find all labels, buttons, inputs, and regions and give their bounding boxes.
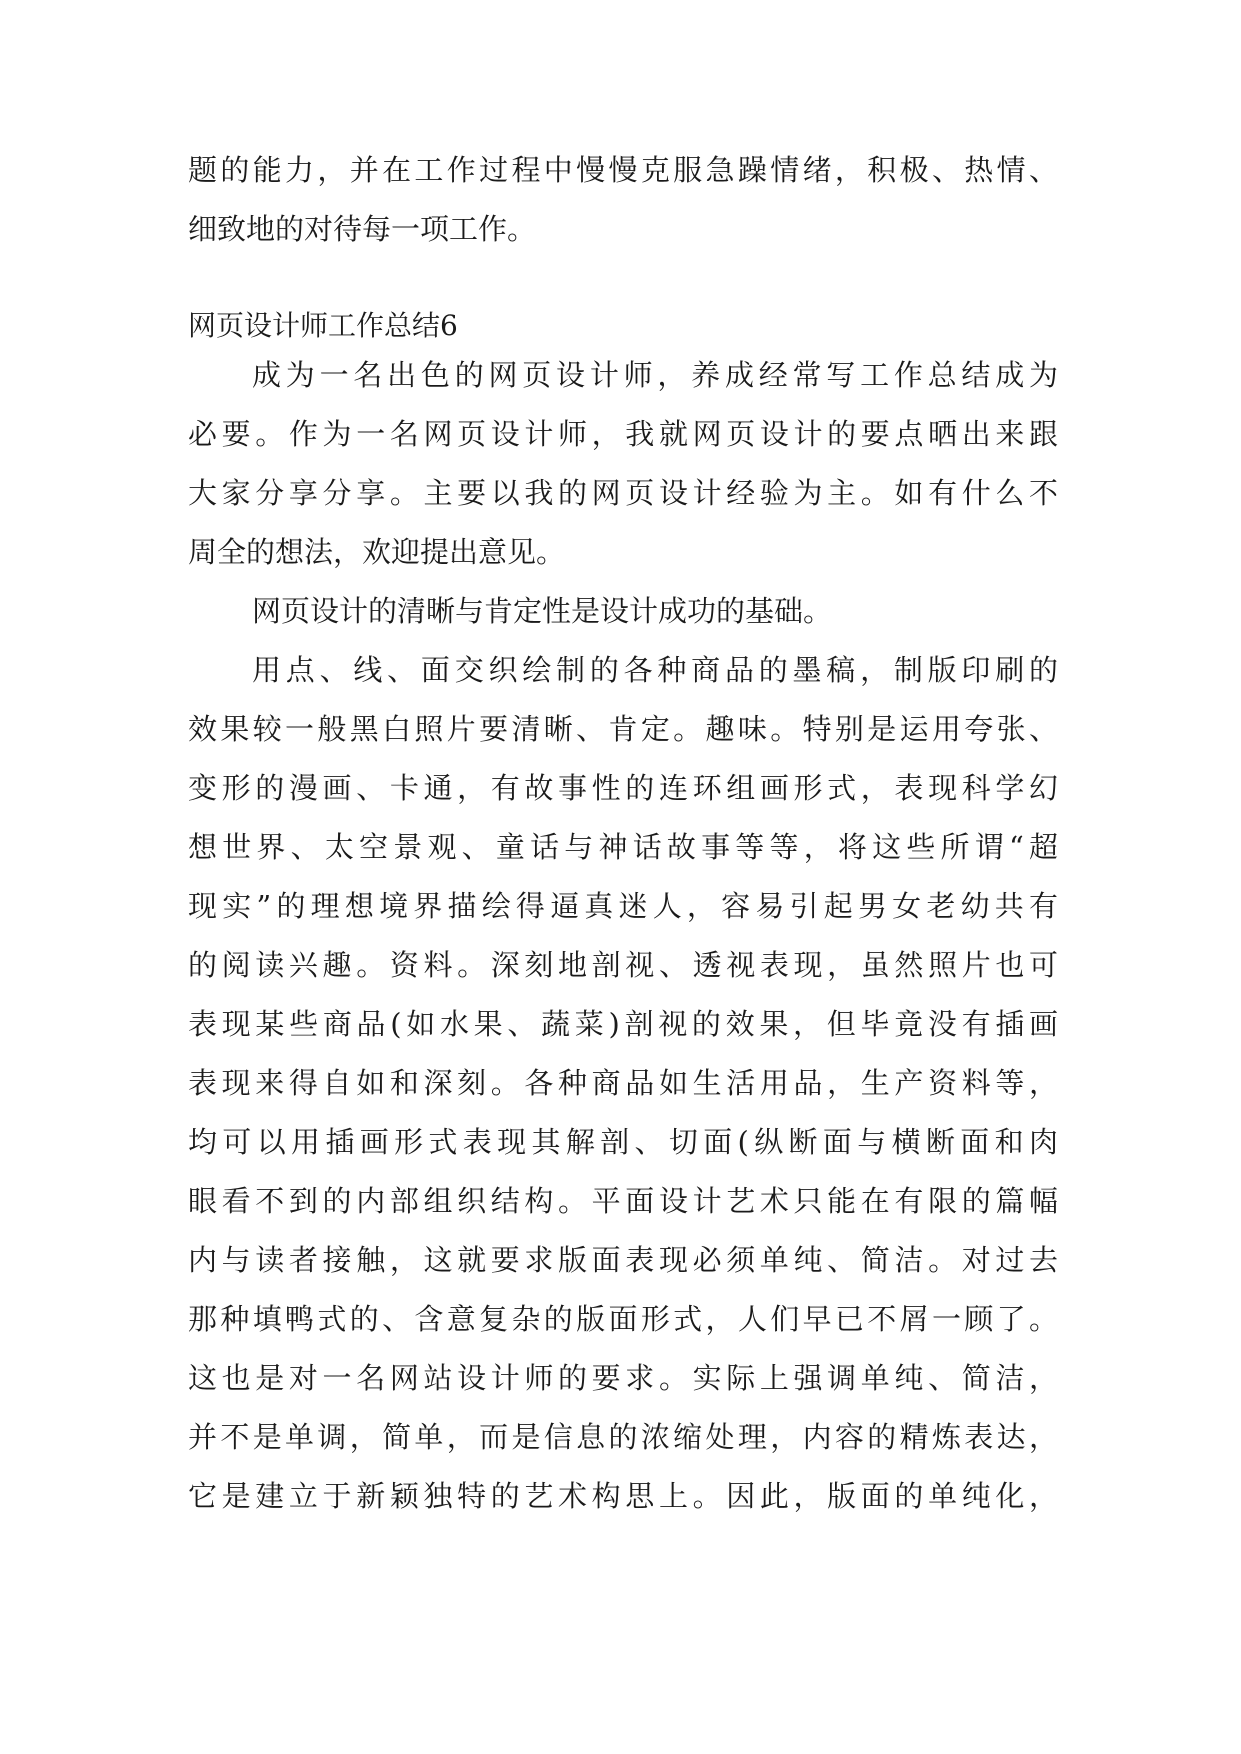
paragraph-line: 那种填鸭式的、含意复杂的版面形式，人们早已不屑一顾了。	[188, 1302, 1058, 1336]
paragraph-line: 它是建立于新颖独特的艺术构思上。因此，版面的单纯化，	[188, 1479, 1058, 1513]
paragraph-line: 效果较一般黑白照片要清晰、肯定。趣味。特别是运用夸张、	[188, 712, 1058, 746]
paragraph-line: 细致地的对待每一项工作。	[188, 212, 537, 246]
paragraph-line: 的阅读兴趣。资料。深刻地剖视、透视表现，虽然照片也可	[188, 948, 1058, 982]
paragraph-line: 题的能力，并在工作过程中慢慢克服急躁情绪，积极、热情、	[188, 153, 1058, 187]
paragraph-line: 眼看不到的内部组织结构。平面设计艺术只能在有限的篇幅	[188, 1184, 1058, 1218]
paragraph-line: 必要。作为一名网页设计师，我就网页设计的要点晒出来跟	[188, 417, 1058, 451]
paragraph-line: 周全的想法，欢迎提出意见。	[188, 535, 566, 569]
section-heading: 网页设计师工作总结6	[188, 309, 458, 342]
paragraph-line: 这也是对一名网站设计师的要求。实际上强调单纯、简洁，	[188, 1361, 1058, 1395]
paragraph-line: 并不是单调，简单，而是信息的浓缩处理，内容的精炼表达，	[188, 1420, 1058, 1454]
paragraph-line: 成为一名出色的网页设计师，养成经常写工作总结成为	[252, 358, 1058, 392]
paragraph-line: 变形的漫画、卡通，有故事性的连环组画形式，表现科学幻	[188, 771, 1058, 805]
paragraph-line: 内与读者接触，这就要求版面表现必须单纯、简洁。对过去	[188, 1243, 1058, 1277]
paragraph-line: 表现来得自如和深刻。各种商品如生活用品，生产资料等，	[188, 1066, 1058, 1100]
paragraph-line: 想世界、太空景观、童话与神话故事等等，将这些所谓“超	[188, 830, 1058, 864]
paragraph-line: 现实”的理想境界描绘得逼真迷人，容易引起男女老幼共有	[188, 889, 1058, 923]
paragraph-line: 网页设计的清晰与肯定性是设计成功的基础。	[252, 594, 833, 628]
paragraph-line: 均可以用插画形式表现其解剖、切面(纵断面与横断面和肉	[188, 1125, 1058, 1159]
paragraph-line: 大家分享分享。主要以我的网页设计经验为主。如有什么不	[188, 476, 1058, 510]
paragraph-line: 表现某些商品(如水果、蔬菜)剖视的效果，但毕竟没有插画	[188, 1007, 1058, 1041]
paragraph-line: 用点、线、面交织绘制的各种商品的墨稿，制版印刷的	[252, 653, 1058, 687]
